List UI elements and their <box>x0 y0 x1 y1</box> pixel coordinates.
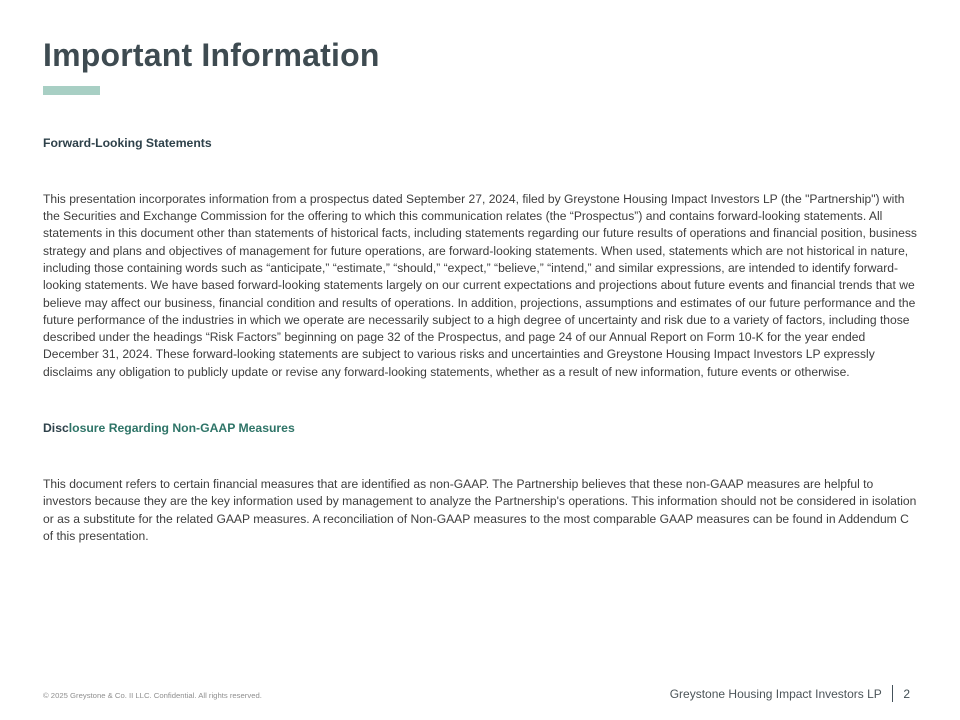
page-number: 2 <box>903 687 910 701</box>
forward-looking-statements-paragraph: This presentation incorporates information from a prospectus dated September 27, 2024, filed by Greystone Housing Impact Investors LP (the "Partnership") with the Securities and Exchange Commission for the offering to which this communication relates (the “Prospectus”) and contains forward-looking statements. All statements in this document other than statements of historical facts, including statements regarding our future results of operations and financial position, business strategy and plans and objectives of management for future operations, are forward-looking statements. When used, statements which are not historical in nature, including those containing words such as “anticipate,” “estimate,” “should,” “expect,” “believe,” “intend,” and similar expressions, are intended to identify forward-looking statements. We have based forward-looking statements largely on our current expectations and projections about future events and financial trends that we believe may affect our business, financial condition and results of operations. In addition, projections, assumptions and estimates of our future performance and the future performance of the industries in which we operate are necessarily subject to a high degree of uncertainty and risk due to a variety of factors, including those described under the headings “Risk Factors” beginning on page 32 of the Prospectus, and page 24 of our Annual Report on Form 10-K for the year ended December 31, 2024. These forward-looking statements are subject to various risks and uncertainties and Greystone Housing Impact Investors LP expressly disclaims any obligation to publicly update or revise any forward-looking statements, whether as a result of new information, future events or otherwise. <box>43 191 917 379</box>
footer-divider <box>892 685 894 702</box>
heading-teal-segment: losure Regarding Non-GAAP Measures <box>68 421 295 436</box>
slide-footer <box>43 681 910 701</box>
heading-dark-segment: Disc <box>43 421 69 436</box>
footer-company-name: Greystone Housing Impact Investors LP <box>669 687 882 701</box>
copyright-notice: © 2025 Greystone & Co. II LLC. Confidential. All rights reserved. <box>43 691 262 700</box>
section-heading-non-gaap-disclosure <box>43 421 918 435</box>
non-gaap-disclosure-paragraph: This document refers to certain financial measures that are identified as non-GAAP. The Partnership believes that these non-GAAP measures are helpful to investors because they are the key information used by management to analyze the Partnership's operations. This information should not be considered in isolation or as a substitute for the related GAAP measures. A reconciliation of Non-GAAP measures to the most comparable GAAP measures can be found in Addendum C of this presentation. <box>43 477 917 543</box>
footer-right-group <box>670 681 910 701</box>
title-accent-bar <box>43 86 100 95</box>
page-title: Important Information <box>43 37 380 73</box>
section-heading-forward-looking-statements: Forward-Looking Statements <box>43 135 212 150</box>
